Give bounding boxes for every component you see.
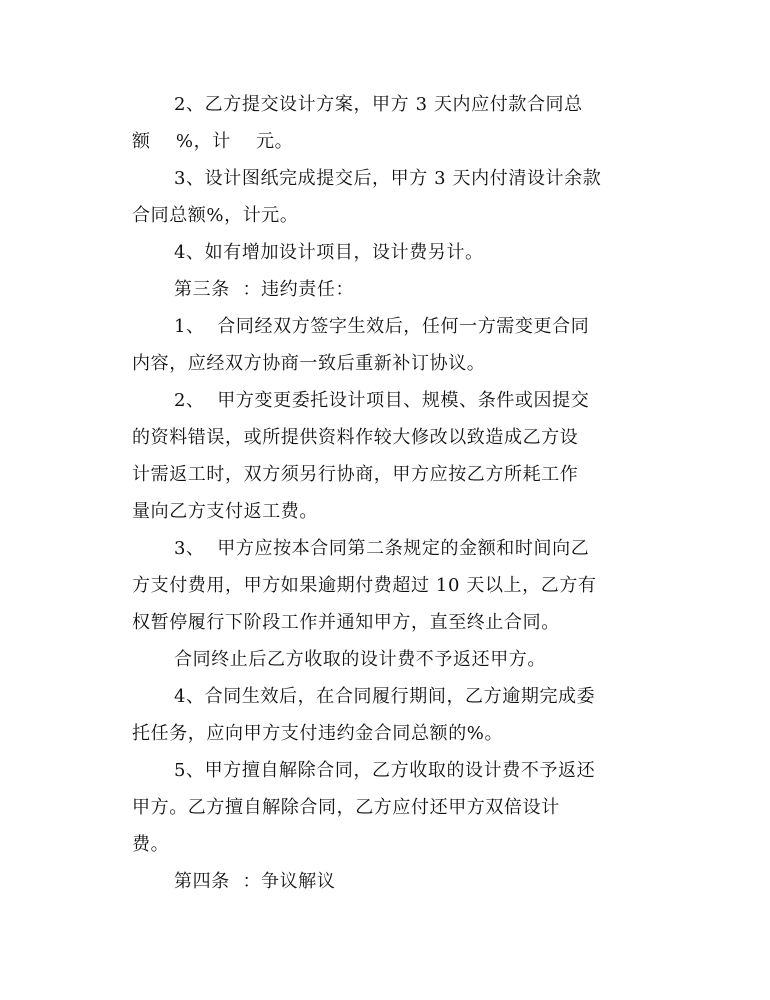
- text-line: 5、甲方擅自解除合同，乙方收取的设计费不予返还: [174, 760, 596, 781]
- text-line: 方支付费用，甲方如果逾期付费超过 10 天以上，乙方有: [132, 575, 597, 596]
- paragraph-liability-2: [132, 382, 642, 530]
- section-heading-article-3: [132, 271, 642, 308]
- text-line: 内容，应经双方协商一致后重新补订协议。: [132, 353, 486, 374]
- paragraph-payment-4: [132, 234, 642, 271]
- text-line: 计需返工时，双方须另行协商，甲方应按乙方所耗工作: [132, 464, 579, 485]
- text-line: 甲方。乙方擅自解除合同，乙方应付还甲方双倍设计: [132, 797, 560, 818]
- text-line: 2、 甲方变更委托设计项目、规模、条件或因提交: [174, 390, 590, 411]
- text-line: 量向乙方支付返工费。: [132, 501, 318, 522]
- text-line: 权暂停履行下阶段工作并通知甲方，直至终止合同。: [132, 612, 560, 633]
- paragraph-payment-3: [132, 160, 642, 234]
- text-line: 1、 合同经双方签字生效后，任何一方需变更合同: [174, 316, 590, 337]
- text-line: 的资料错误，或所提供资料作较大修改以致造成乙方设: [132, 427, 579, 448]
- document-body: [132, 86, 642, 900]
- paragraph-liability-1: [132, 308, 642, 382]
- text-line: 托任务，应向甲方支付违约金合同总额的%。: [132, 723, 504, 744]
- text-line: 4、如有增加设计项目，设计费另计。: [174, 242, 484, 263]
- text-line: 第三条 ：违约责任：: [174, 279, 355, 300]
- paragraph-payment-2: [132, 86, 642, 160]
- text-line: 额 %，计 元。: [132, 131, 294, 152]
- text-line: 3、设计图纸完成提交后，甲方 3 天内付清设计余款: [174, 168, 602, 189]
- text-line: 3、 甲方应按本合同第二条规定的金额和时间向乙: [174, 538, 590, 559]
- text-line: 第四条 ：争议解议: [174, 871, 336, 892]
- text-line: 4、合同生效后，在合同履行期间，乙方逾期完成委: [174, 686, 596, 707]
- text-line: 合同总额%，计元。: [132, 205, 299, 226]
- text-line: 2、乙方提交设计方案，甲方 3 天内应付款合同总: [174, 94, 583, 115]
- paragraph-liability-3: [132, 530, 642, 641]
- text-line: 费。: [132, 834, 170, 855]
- paragraph-liability-4: [132, 678, 642, 752]
- paragraph-termination-note: [132, 641, 642, 678]
- text-line: 合同终止后乙方收取的设计费不予返还甲方。: [174, 649, 546, 670]
- paragraph-liability-5: [132, 752, 642, 863]
- section-heading-article-4: [132, 863, 642, 900]
